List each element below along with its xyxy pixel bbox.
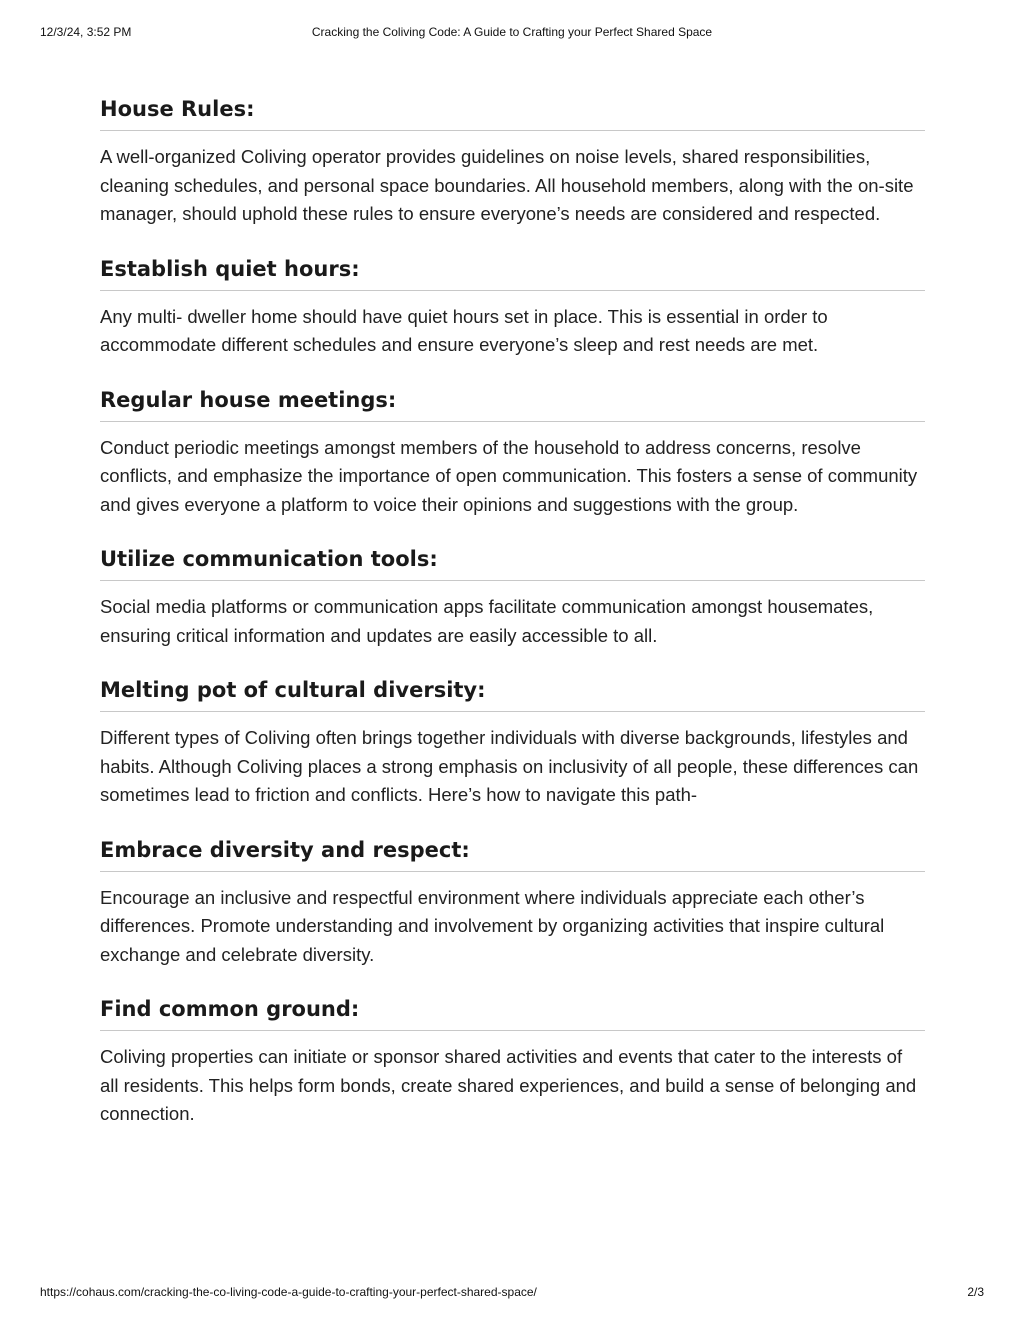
section-body: Social media platforms or communication apps facilitate communication amongst housemates, ensuring critical information and updates are easily accessible to all. xyxy=(100,596,874,646)
section-quiet-hours xyxy=(100,255,925,360)
section-embrace-diversity xyxy=(100,836,925,970)
section-heading: Melting pot of cultural diversity: xyxy=(100,676,925,712)
section-heading: House Rules: xyxy=(100,95,925,131)
section-body: Any multi- dweller home should have quiet hours set in place. This is essential in order to accommodate different schedules and ensure everyone’s sleep and rest needs are met. xyxy=(100,305,828,355)
article-content xyxy=(100,95,925,1155)
print-datetime: 12/3/24, 3:52 PM xyxy=(40,25,132,39)
section-common-ground xyxy=(100,995,925,1129)
section-body: Coliving properties can initiate or sponsor shared activities and events that cater to the interests of all residents. This helps form bonds, create shared experiences, and build a sense of belonging and connection. xyxy=(100,1046,917,1124)
print-header xyxy=(40,25,984,43)
section-house-meetings xyxy=(100,386,925,520)
section-heading: Regular house meetings: xyxy=(100,386,925,422)
section-house-rules xyxy=(100,95,925,229)
section-communication-tools xyxy=(100,545,925,650)
section-body: Different types of Coliving often brings together individuals with diverse backgrounds, lifestyles and habits. Although Coliving places a strong emphasis on inclusivity of all people, these differences can sometimes lead to friction and conflicts. Here’s how to navigate this path- xyxy=(100,727,919,805)
section-body: Encourage an inclusive and respectful environment where individuals appreciate each other’s differences. Promote understanding and involvement by organizing activities that inspire cultural exchange and celebrate diversity. xyxy=(100,886,885,965)
section-body: A well-organized Coliving operator provides guidelines on noise levels, shared responsibilities, cleaning schedules, and personal space boundaries. All household members, along with the on-site manager, should uphold these rules to ensure everyone’s needs are considered and respected. xyxy=(100,146,914,224)
section-heading: Find common ground: xyxy=(100,995,925,1031)
section-heading: Utilize communication tools: xyxy=(100,545,925,581)
section-heading: Establish quiet hours: xyxy=(100,255,925,291)
print-page-number: 2/3 xyxy=(967,1285,984,1299)
print-page-url: https://cohaus.com/cracking-the-co-living-code-a-guide-to-crafting-your-perfect-shared-space/ xyxy=(40,1285,537,1299)
section-cultural-diversity xyxy=(100,676,925,810)
print-footer xyxy=(40,1285,984,1303)
section-heading: Embrace diversity and respect: xyxy=(100,836,925,872)
print-document-title: Cracking the Coliving Code: A Guide to Crafting your Perfect Shared Space xyxy=(311,25,713,39)
section-body: Conduct periodic meetings amongst members of the household to address concerns, resolve conflicts, and emphasize the importance of open communication. This fosters a sense of community and gives everyone a platform to voice their opinions and suggestions with the group. xyxy=(100,436,918,515)
